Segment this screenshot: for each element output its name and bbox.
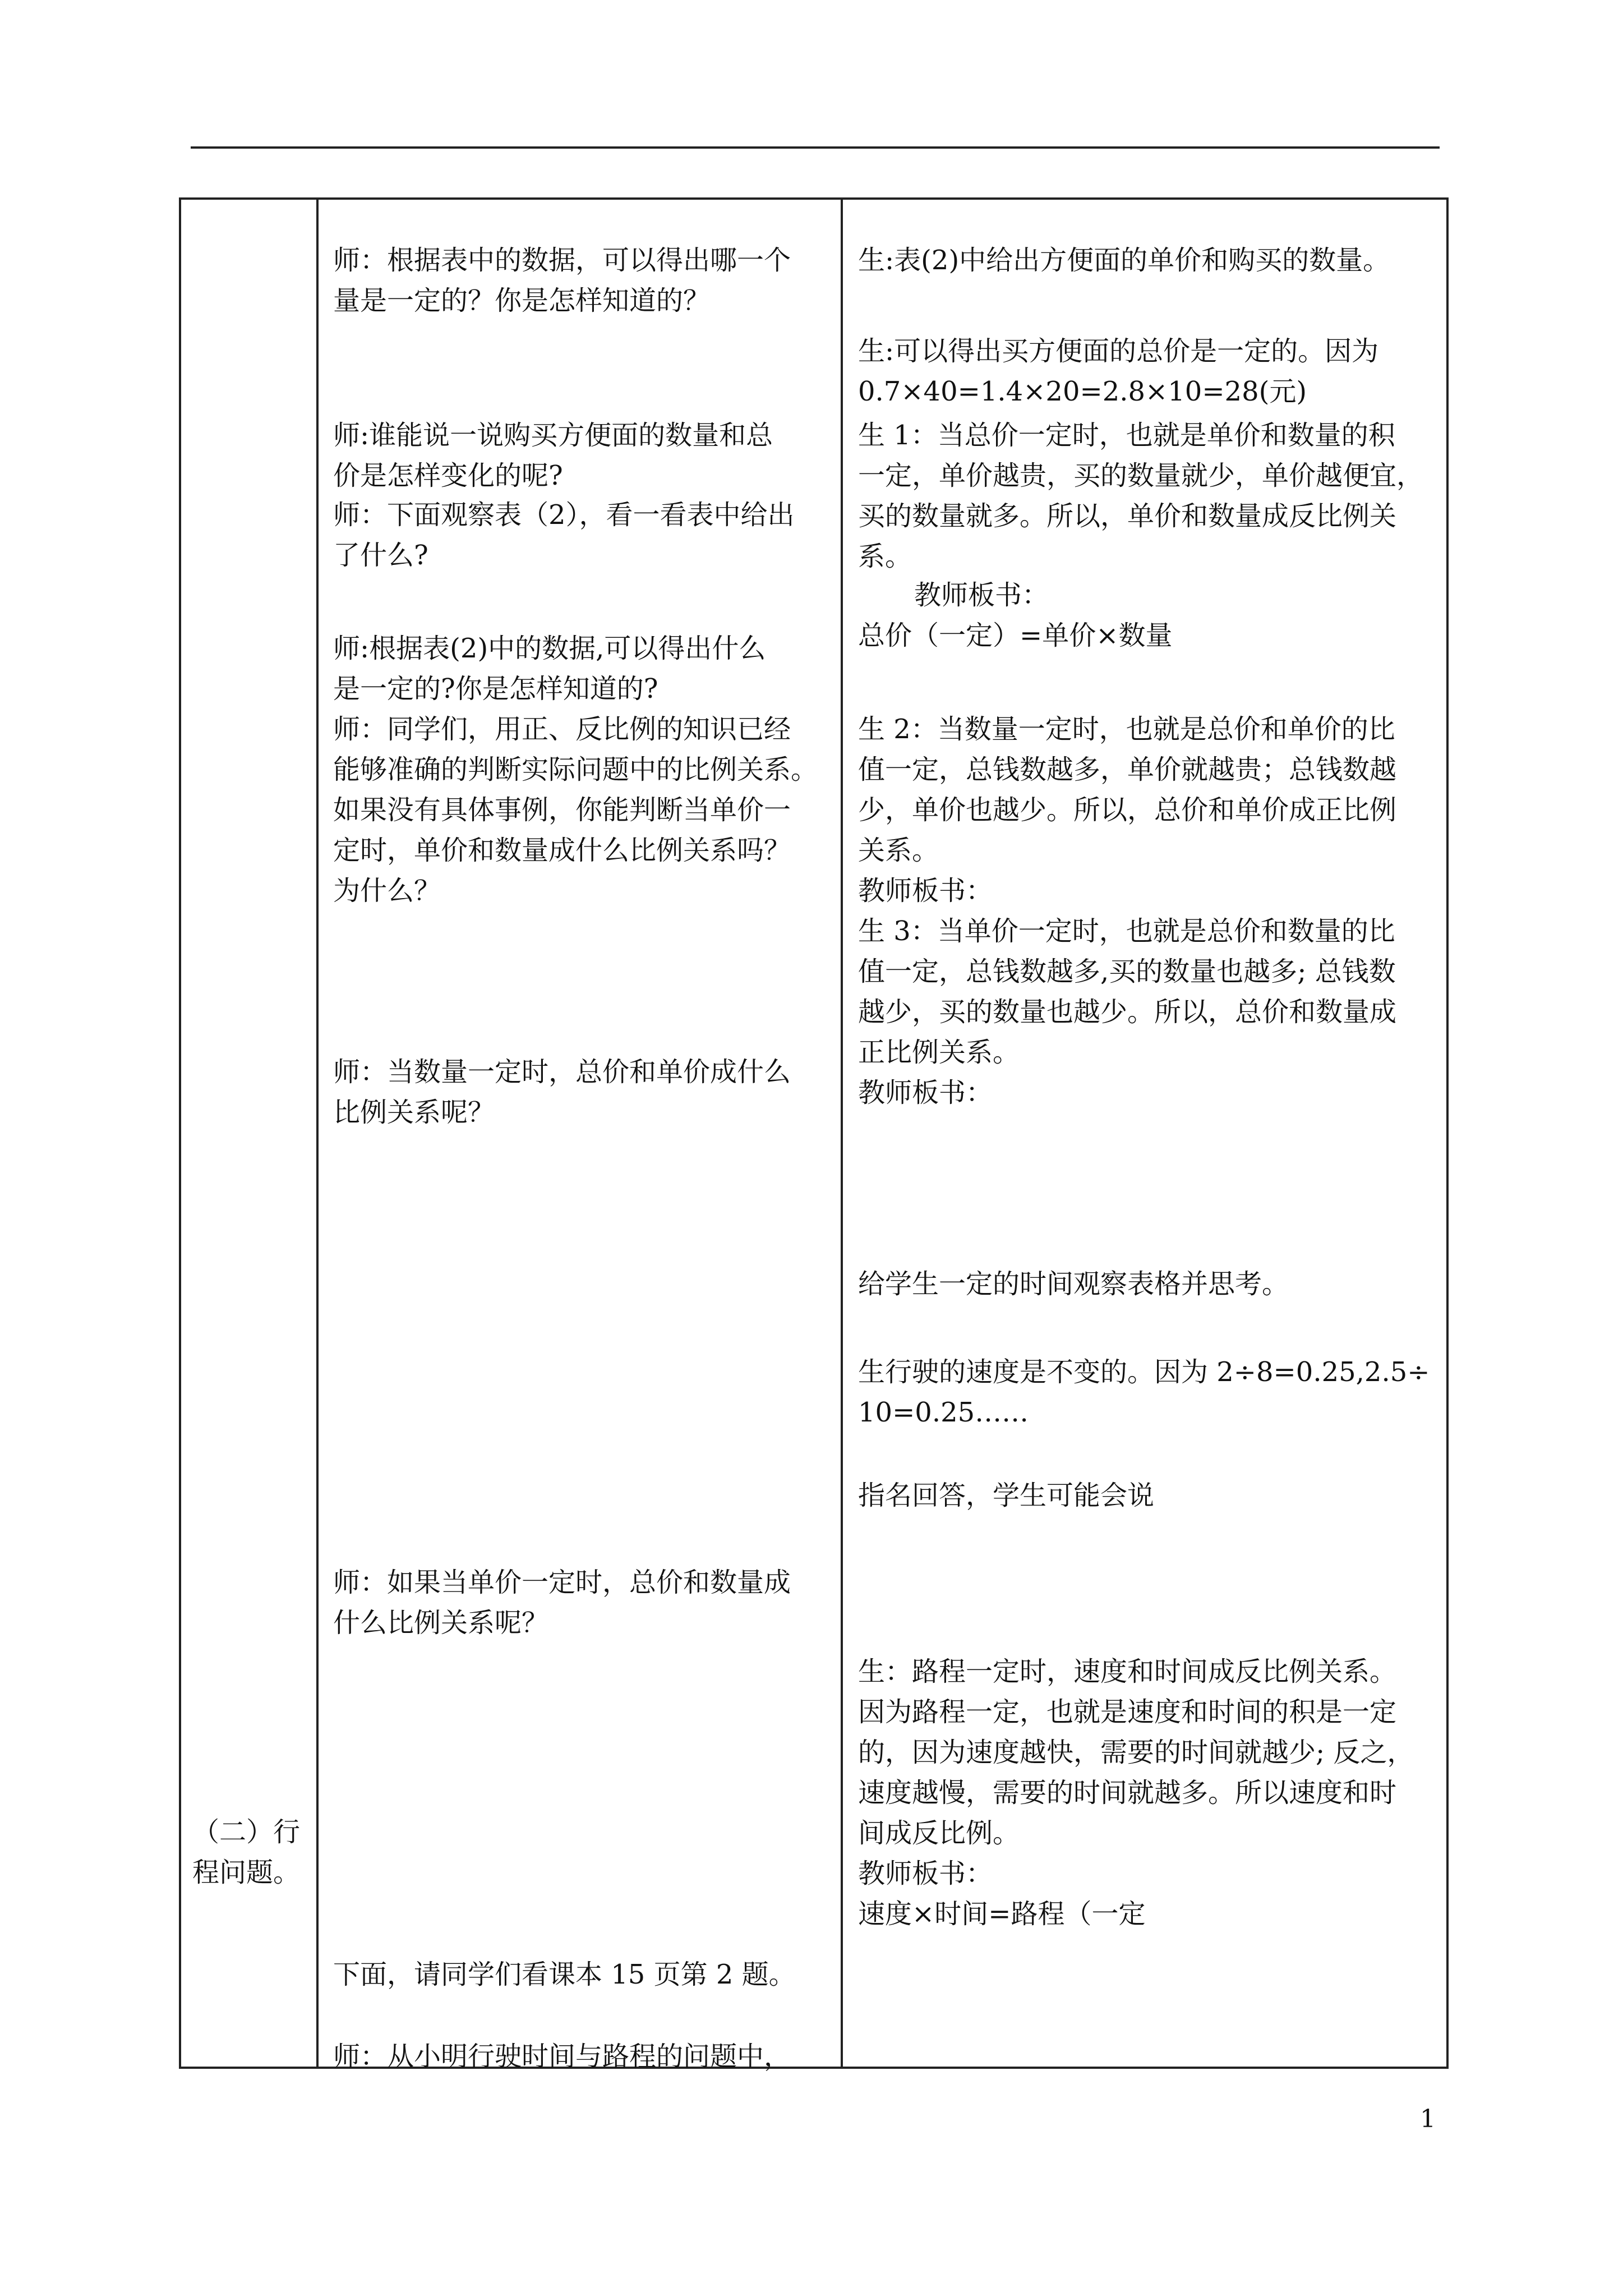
- student-paragraph-14: [858, 1894, 1441, 1934]
- teacher-paragraph-line: 师：同学们，用正、反比例的知识已经: [333, 714, 791, 745]
- teacher-paragraph-line: 师：根据表中的数据，可以得出哪一个: [333, 245, 791, 276]
- student-paragraph-line: 速度越慢，需要的时间就越多。所以速度和时: [858, 1777, 1397, 1809]
- student-paragraph-9: [858, 1264, 1441, 1304]
- section-label-line: 程问题。: [192, 1857, 301, 1888]
- student-paragraph-line: 系。: [858, 541, 912, 572]
- student-paragraph-3: [858, 575, 1497, 615]
- student-paragraph-4: [858, 615, 1441, 656]
- student-paragraph-10: [858, 1352, 1441, 1433]
- student-paragraph-line: 给学生一定的时间观察表格并思考。: [858, 1268, 1289, 1300]
- student-paragraph-line: 生:可以得出买方便面的总价是一定的。因为: [858, 335, 1379, 367]
- teacher-paragraph-line: 如果没有具体事例，你能判断当单价一: [333, 794, 791, 826]
- student-paragraph-line: 教师板书：: [858, 1858, 993, 1889]
- teacher-paragraph-line: 量是一定的？你是怎样知道的？: [333, 285, 711, 316]
- student-paragraph-5: [858, 709, 1441, 871]
- teacher-paragraph-line: 师：如果当单价一定时，总价和数量成: [333, 1567, 791, 1598]
- student-paragraph-7: [858, 911, 1441, 1073]
- student-paragraph-line: 生 2：当数量一定时，也就是总价和单价的比: [858, 714, 1395, 745]
- teacher-paragraph-line: 价是怎样变化的呢?: [333, 460, 563, 491]
- student-paragraph-line: 间成反比例。: [858, 1818, 1020, 1849]
- student-paragraph-8: [858, 1073, 1441, 1113]
- student-paragraph-line: 指名回答，学生可能会说: [858, 1480, 1155, 1511]
- student-paragraph-13: [858, 1853, 1441, 1894]
- teacher-paragraph-line: 师：从小明行驶时间与路程的问题中，: [333, 2041, 791, 2072]
- section-label-line: （二）行: [192, 1816, 301, 1848]
- student-paragraph-line: 少，单价也越少。所以，总价和单价成正比例: [858, 794, 1397, 826]
- teacher-paragraph-line: 定时，单价和数量成什么比例关系吗？: [333, 835, 791, 866]
- page-number: 1: [1420, 2105, 1436, 2133]
- student-paragraph-line: 教师板书：: [858, 875, 993, 907]
- student-paragraph-line: 因为路程一定，也就是速度和时间的积是一定: [858, 1696, 1397, 1728]
- teacher-paragraph-0: [333, 240, 832, 321]
- student-paragraph-6: [858, 871, 1441, 911]
- teacher-paragraph-line: 师：下面观察表（2），看一看表中给出: [333, 499, 795, 531]
- student-paragraph-11: [858, 1475, 1441, 1516]
- student-paragraph-1: [858, 331, 1441, 412]
- student-paragraph-line: 10=0.25……: [858, 1397, 1029, 1428]
- student-paragraph-line: 的，因为速度越快，需要的时间就越少; 反之，: [858, 1737, 1414, 1768]
- teacher-paragraph-2: [333, 495, 832, 576]
- student-paragraph-2: [858, 415, 1441, 577]
- student-paragraph-line: 教师板书：: [858, 1077, 993, 1108]
- header-rule: [191, 146, 1440, 149]
- student-paragraph-0: [858, 240, 1441, 280]
- teacher-paragraph-line: 能够准确的判断实际问题中的比例关系。: [333, 754, 818, 785]
- section-label-0: [192, 1812, 310, 1893]
- teacher-paragraph-line: 是一定的?你是怎样知道的?: [333, 673, 658, 705]
- student-paragraph-line: 0.7×40=1.4×20=2.8×10=28(元): [858, 376, 1307, 407]
- student-paragraph-line: 教师板书：: [914, 579, 1049, 611]
- teacher-paragraph-line: 什么比例关系呢？: [333, 1607, 549, 1639]
- student-paragraph-line: 总价（一定）=单价×数量: [858, 620, 1173, 651]
- teacher-paragraph-7: [333, 1954, 832, 1995]
- student-paragraph-line: 生 1：当总价一定时，也就是单价和数量的积: [858, 420, 1395, 451]
- teacher-paragraph-line: 为什么？: [333, 875, 441, 907]
- teacher-paragraph-4: [333, 709, 832, 911]
- teacher-paragraph-line: 师：当数量一定时，总价和单价成什么: [333, 1056, 791, 1088]
- teacher-paragraph-line: 比例关系呢？: [333, 1097, 495, 1128]
- student-paragraph-line: 生：路程一定时，速度和时间成反比例关系。: [858, 1656, 1397, 1687]
- teacher-paragraph-8: [333, 2036, 832, 2077]
- student-paragraph-line: 正比例关系。: [858, 1037, 1020, 1068]
- student-paragraph-line: 生:表(2)中给出方便面的单价和购买的数量。: [858, 245, 1390, 276]
- student-paragraph-line: 买的数量就多。所以，单价和数量成反比例关: [858, 500, 1397, 532]
- student-paragraph-line: 越少，买的数量也越少。所以，总价和数量成: [858, 996, 1397, 1028]
- teacher-paragraph-line: 师:谁能说一说购买方便面的数量和总: [333, 420, 773, 451]
- teacher-paragraph-line: 师:根据表(2)中的数据,可以得出什么: [333, 633, 766, 664]
- column-divider-2: [841, 197, 843, 2069]
- student-paragraph-line: 生 3：当单价一定时，也就是总价和数量的比: [858, 915, 1395, 947]
- student-paragraph-12: [858, 1651, 1441, 1853]
- teacher-paragraph-5: [333, 1052, 832, 1133]
- teacher-paragraph-3: [333, 628, 832, 709]
- student-paragraph-line: 速度×时间=路程（一定: [858, 1898, 1146, 1930]
- student-paragraph-line: 生行驶的速度是不变的。因为 2÷8=0.25,2.5÷: [858, 1356, 1430, 1388]
- teacher-paragraph-1: [333, 415, 832, 496]
- teacher-paragraph-line: 了什么?: [333, 540, 428, 571]
- column-divider-1: [316, 197, 319, 2069]
- teacher-paragraph-6: [333, 1562, 832, 1643]
- student-paragraph-line: 值一定，总钱数越多,买的数量也越多; 总钱数: [858, 956, 1396, 987]
- teacher-paragraph-line: 下面，请同学们看课本 15 页第 2 题。: [333, 1959, 796, 1990]
- student-paragraph-line: 值一定，总钱数越多，单价就越贵；总钱数越: [858, 754, 1397, 785]
- student-paragraph-line: 关系。: [858, 835, 939, 866]
- student-paragraph-line: 一定，单价越贵，买的数量就少，单价越便宜，: [858, 460, 1424, 491]
